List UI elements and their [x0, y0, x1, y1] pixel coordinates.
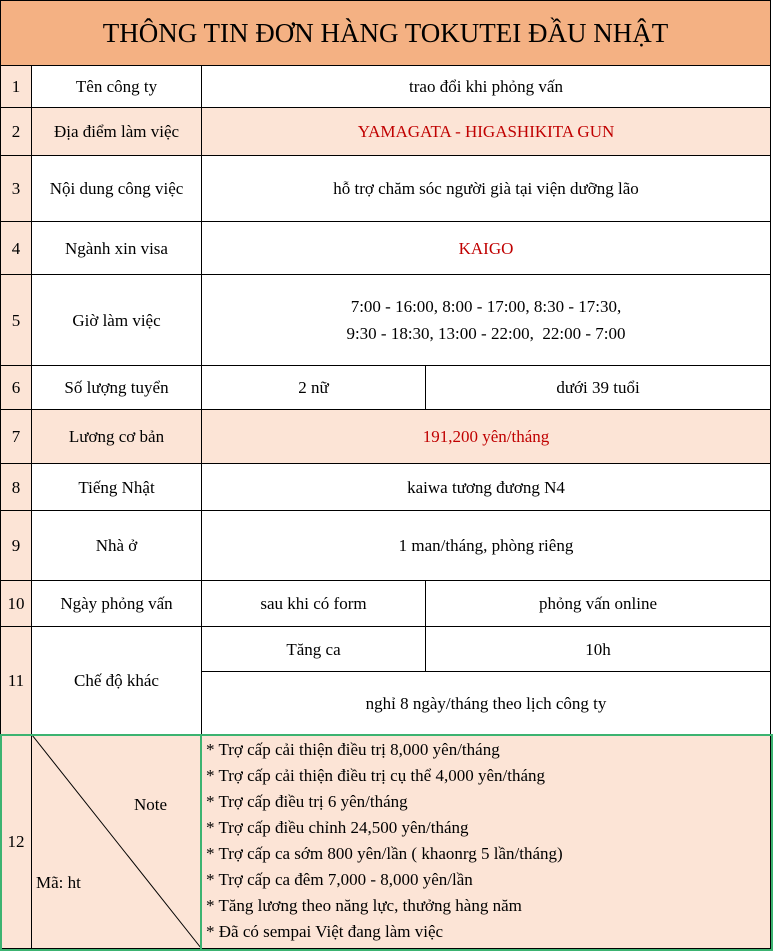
value-text: 1 man/tháng, phòng riêng [398, 536, 574, 555]
field-value-interview-date [202, 581, 426, 627]
row-number [0, 156, 32, 222]
row-number [0, 627, 32, 735]
field-label-overtime [202, 627, 426, 672]
row-number-text: 11 [7, 671, 25, 690]
value-text: nghỉ 8 ngày/tháng theo lịch công ty [365, 693, 607, 713]
notes-list [202, 735, 771, 949]
field-label-company [32, 66, 202, 108]
row-number-text: 1 [11, 77, 21, 96]
value-text: hỗ trợ chăm sóc người già tại viện dưỡng lão [333, 179, 639, 198]
row-number [0, 275, 32, 366]
field-value-job-content [202, 156, 771, 222]
sheet-title [0, 0, 771, 66]
field-label-housing [32, 511, 202, 581]
label-text: Tên công ty [75, 77, 158, 96]
row-number-text: 3 [11, 179, 21, 198]
row-number-text: 5 [11, 310, 21, 330]
value-text: KAIGO [458, 238, 514, 258]
field-label-interview-date [32, 581, 202, 627]
value-text: 7:00 - 16:00, 8:00 - 17:00, 8:30 - 17:30, [350, 297, 622, 316]
row-number-text: 2 [11, 122, 21, 141]
note-item: * Trợ cấp ca sớm 800 yên/lần ( khaonrg 5 lần/tháng) [206, 844, 563, 863]
value-text: phỏng vấn online [538, 594, 658, 613]
code-label: Mã: ht [36, 873, 81, 892]
row-number [0, 735, 32, 949]
value-text: dưới 39 tuổi [556, 378, 640, 397]
label-text: Số lượng tuyển [64, 378, 169, 397]
row-number-text: 10 [7, 594, 25, 613]
note-item: * Trợ cấp điều trị 6 yên/tháng [206, 792, 408, 811]
field-value-salary [202, 410, 771, 464]
note-diagonal-cell [32, 735, 202, 949]
note-item: * Trợ cấp ca đêm 7,000 - 8,000 yên/lần [206, 870, 473, 889]
field-label-working-hours [32, 275, 202, 366]
label-text: Tiếng Nhật [78, 477, 155, 497]
title-text: THÔNG TIN ĐƠN HÀNG TOKUTEI ĐẦU NHẬT [102, 17, 669, 48]
row-number-text: 7 [11, 427, 21, 446]
field-label-visa [32, 222, 202, 275]
field-value-age [426, 366, 771, 410]
value-text: 9:30 - 18:30, 13:00 - 22:00, 22:00 - 7:00 [346, 324, 626, 343]
note-item: * Đã có sempai Việt đang làm việc [206, 922, 444, 941]
row-number-text: 9 [11, 536, 21, 555]
label-text: Địa điểm làm việc [53, 122, 180, 141]
label-text: Chế độ khác [74, 671, 159, 690]
field-value-interview-mode [426, 581, 771, 627]
value-text: 10h [585, 639, 611, 659]
field-value-quantity [202, 366, 426, 410]
row-number-text: 4 [11, 238, 21, 258]
field-label-quantity [32, 366, 202, 410]
label-text: Tăng ca [286, 639, 341, 659]
value-text: YAMAGATA - HIGASHIKITA GUN [357, 122, 615, 141]
note-item: * Trợ cấp điều chỉnh 24,500 yên/tháng [206, 818, 469, 837]
field-value-working-hours [202, 275, 771, 366]
note-item: * Trợ cấp cải thiện điều trị 8,000 yên/tháng [206, 740, 500, 759]
row-number [0, 464, 32, 511]
note-item: * Tăng lương theo năng lực, thưởng hàng năm [206, 896, 522, 915]
field-value-housing [202, 511, 771, 581]
row-number [0, 511, 32, 581]
note-header-label: Note [134, 795, 168, 814]
row-number-text: 6 [11, 378, 21, 397]
label-text: Giờ làm việc [72, 310, 161, 330]
row-number [0, 410, 32, 464]
field-label-salary [32, 410, 202, 464]
label-text: Nhà ở [95, 536, 138, 555]
field-label-japanese [32, 464, 202, 511]
field-value-days-off [202, 672, 771, 735]
value-text: kaiwa tương đương N4 [407, 477, 565, 497]
row-number [0, 222, 32, 275]
row-number [0, 66, 32, 108]
label-text: Ngành xin visa [65, 238, 168, 258]
row-number-text: 8 [11, 477, 21, 497]
value-text: 2 nữ [298, 378, 329, 397]
note-item: * Trợ cấp cải thiện điều trị cụ thể 4,000 yên/tháng [206, 766, 546, 785]
field-label-other-benefits [32, 627, 202, 735]
label-text: Nội dung công việc [49, 179, 184, 198]
row-number [0, 366, 32, 410]
field-value-company [202, 66, 771, 108]
field-value-japanese [202, 464, 771, 511]
field-value-location [202, 108, 771, 156]
field-label-location [32, 108, 202, 156]
field-value-overtime [426, 627, 771, 672]
value-text: sau khi có form [260, 594, 367, 613]
diagonal-divider [32, 735, 202, 949]
label-text: Ngày phỏng vấn [60, 594, 173, 613]
row-number-text: 12 [7, 832, 25, 851]
label-text: Lương cơ bản [68, 427, 165, 446]
value-text: 191,200 yên/tháng [422, 427, 550, 446]
row-number [0, 581, 32, 627]
field-label-job-content [32, 156, 202, 222]
row-number [0, 108, 32, 156]
field-value-visa [202, 222, 771, 275]
value-text: trao đổi khi phỏng vấn [409, 77, 563, 96]
